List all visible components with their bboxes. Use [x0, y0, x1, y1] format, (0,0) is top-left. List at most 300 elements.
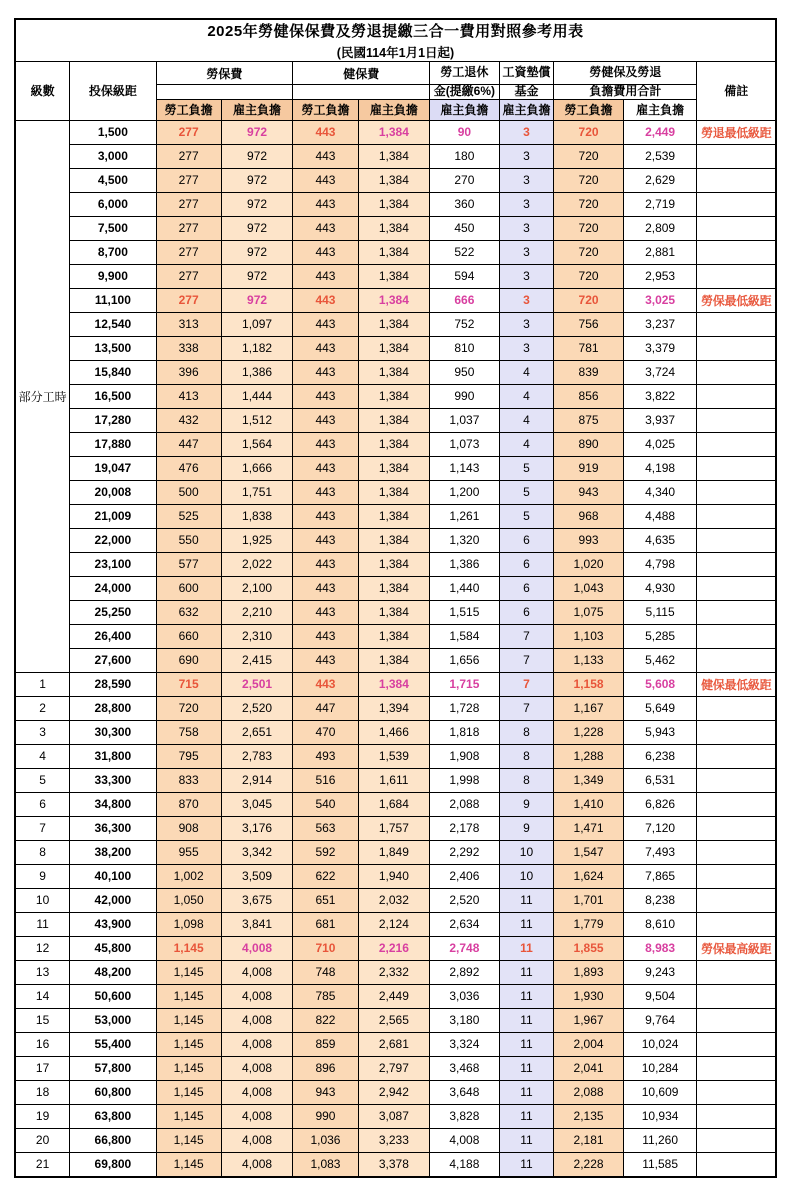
cell-level: 1 [15, 672, 70, 696]
cell-wage-employer: 5 [499, 480, 554, 504]
cell-salary-range: 9,900 [70, 264, 156, 288]
table-row [15, 552, 776, 576]
cell-hi-employee: 447 [293, 696, 358, 720]
cell-hi-employee: 651 [293, 888, 358, 912]
cell-level: 6 [15, 792, 70, 816]
cell-remark [697, 216, 776, 240]
table-row [15, 1128, 776, 1152]
cell-li-employer: 4,008 [221, 1080, 293, 1104]
cell-total-employer: 2,719 [623, 192, 697, 216]
cell-pension-employer: 1,998 [430, 768, 499, 792]
cell-total-employer: 11,585 [623, 1152, 697, 1177]
cell-wage-employer: 3 [499, 312, 554, 336]
cell-salary-range: 63,800 [70, 1104, 156, 1128]
cell-hi-employer: 1,384 [358, 120, 430, 144]
cell-total-employer: 4,798 [623, 552, 697, 576]
cell-wage-employer: 3 [499, 264, 554, 288]
cell-hi-employer: 2,032 [358, 888, 430, 912]
cell-hi-employer: 1,384 [358, 168, 430, 192]
table-row [15, 936, 776, 960]
cell-total-employer: 5,649 [623, 696, 697, 720]
cell-salary-range: 36,300 [70, 816, 156, 840]
cell-li-employee: 1,145 [156, 936, 221, 960]
cell-li-employee: 277 [156, 120, 221, 144]
cell-hi-employee: 443 [293, 552, 358, 576]
cell-remark [697, 456, 776, 480]
cell-level: 8 [15, 840, 70, 864]
cell-wage-employer: 11 [499, 1152, 554, 1177]
cell-li-employer: 4,008 [221, 1056, 293, 1080]
cell-hi-employee: 443 [293, 504, 358, 528]
cell-hi-employee: 822 [293, 1008, 358, 1032]
side-label-partial-time: 部分工時 [15, 120, 70, 672]
cell-pension-employer: 270 [430, 168, 499, 192]
cell-salary-range: 15,840 [70, 360, 156, 384]
cell-salary-range: 40,100 [70, 864, 156, 888]
cell-wage-employer: 5 [499, 456, 554, 480]
cell-total-employer: 5,285 [623, 624, 697, 648]
cell-remark [697, 768, 776, 792]
cell-hi-employee: 443 [293, 600, 358, 624]
cell-pension-employer: 4,188 [430, 1152, 499, 1177]
cell-salary-range: 7,500 [70, 216, 156, 240]
cell-wage-employer: 6 [499, 552, 554, 576]
cell-salary-range: 53,000 [70, 1008, 156, 1032]
cell-salary-range: 19,047 [70, 456, 156, 480]
cell-hi-employer: 2,449 [358, 984, 430, 1008]
cell-hi-employer: 1,684 [358, 792, 430, 816]
cell-wage-employer: 4 [499, 384, 554, 408]
cell-pension-employer: 1,908 [430, 744, 499, 768]
cell-total-employee: 720 [554, 168, 623, 192]
cell-remark [697, 960, 776, 984]
cell-hi-employee: 859 [293, 1032, 358, 1056]
cell-li-employer: 1,512 [221, 408, 293, 432]
cell-hi-employee: 592 [293, 840, 358, 864]
cell-li-employee: 277 [156, 144, 221, 168]
cell-salary-range: 27,600 [70, 648, 156, 672]
cell-pension-employer: 2,406 [430, 864, 499, 888]
cell-total-employee: 919 [554, 456, 623, 480]
cell-total-employee: 1,701 [554, 888, 623, 912]
cell-wage-employer: 11 [499, 960, 554, 984]
cell-li-employee: 908 [156, 816, 221, 840]
cell-remark: 勞保最低級距 [697, 288, 776, 312]
cell-wage-employer: 3 [499, 144, 554, 168]
cell-salary-range: 48,200 [70, 960, 156, 984]
subheader-total-employer: 雇主負擔 [623, 99, 697, 120]
cell-hi-employee: 443 [293, 624, 358, 648]
cell-salary-range: 24,000 [70, 576, 156, 600]
cell-total-employer: 4,930 [623, 576, 697, 600]
cell-hi-employer: 2,942 [358, 1080, 430, 1104]
cell-remark [697, 576, 776, 600]
cell-wage-employer: 11 [499, 984, 554, 1008]
title-line-2: (民國114年1月1日起) [336, 46, 455, 60]
cell-pension-employer: 3,324 [430, 1032, 499, 1056]
cell-total-employer: 7,493 [623, 840, 697, 864]
cell-total-employer: 3,822 [623, 384, 697, 408]
cell-salary-range: 38,200 [70, 840, 156, 864]
cell-wage-employer: 10 [499, 840, 554, 864]
cell-wage-employer: 11 [499, 1008, 554, 1032]
cell-total-employer: 4,340 [623, 480, 697, 504]
cell-hi-employee: 443 [293, 528, 358, 552]
cell-hi-employee: 443 [293, 456, 358, 480]
cell-hi-employer: 2,124 [358, 912, 430, 936]
cell-remark [697, 552, 776, 576]
cell-salary-range: 11,100 [70, 288, 156, 312]
table-row [15, 504, 776, 528]
cell-hi-employee: 443 [293, 672, 358, 696]
cell-li-employer: 1,666 [221, 456, 293, 480]
cell-hi-employer: 1,384 [358, 552, 430, 576]
cell-hi-employer: 1,384 [358, 336, 430, 360]
cell-li-employer: 4,008 [221, 936, 293, 960]
subheader-wage-employer: 雇主負擔 [499, 99, 554, 120]
cell-li-employee: 1,145 [156, 1032, 221, 1056]
cell-total-employee: 781 [554, 336, 623, 360]
cell-salary-range: 34,800 [70, 792, 156, 816]
cell-li-employee: 447 [156, 432, 221, 456]
subheader-pension-employer: 雇主負擔 [430, 99, 499, 120]
cell-wage-employer: 11 [499, 1128, 554, 1152]
subheader-li-employer: 雇主負擔 [221, 99, 293, 120]
cell-li-employee: 715 [156, 672, 221, 696]
cell-wage-employer: 6 [499, 576, 554, 600]
cell-li-employee: 476 [156, 456, 221, 480]
cell-li-employer: 4,008 [221, 960, 293, 984]
cell-wage-employer: 9 [499, 816, 554, 840]
cell-li-employer: 972 [221, 288, 293, 312]
cell-total-employer: 6,238 [623, 744, 697, 768]
cell-li-employee: 1,145 [156, 984, 221, 1008]
cell-salary-range: 28,800 [70, 696, 156, 720]
cell-hi-employer: 1,384 [358, 384, 430, 408]
cell-li-employee: 550 [156, 528, 221, 552]
cell-li-employee: 277 [156, 288, 221, 312]
table-row [15, 120, 776, 144]
cell-wage-employer: 11 [499, 1056, 554, 1080]
table-row [15, 1152, 776, 1177]
cell-salary-range: 12,540 [70, 312, 156, 336]
cell-pension-employer: 1,143 [430, 456, 499, 480]
title-line-1: 2025年勞健保保費及勞退提繳三合一費用對照參考用表 [207, 23, 584, 40]
cell-li-employer: 972 [221, 216, 293, 240]
cell-total-employee: 943 [554, 480, 623, 504]
cell-wage-employer: 11 [499, 936, 554, 960]
cell-pension-employer: 1,261 [430, 504, 499, 528]
cell-remark [697, 336, 776, 360]
cell-total-employer: 8,610 [623, 912, 697, 936]
table-row [15, 144, 776, 168]
subheader-hi-employer: 雇主負擔 [358, 99, 430, 120]
cell-li-employer: 3,509 [221, 864, 293, 888]
cell-remark [697, 240, 776, 264]
cell-remark [697, 600, 776, 624]
cell-pension-employer: 810 [430, 336, 499, 360]
cell-pension-employer: 3,828 [430, 1104, 499, 1128]
cell-remark [697, 744, 776, 768]
cell-li-employee: 1,145 [156, 1152, 221, 1177]
cell-total-employer: 7,120 [623, 816, 697, 840]
cell-total-employer: 4,635 [623, 528, 697, 552]
cell-remark [697, 984, 776, 1008]
cell-total-employer: 10,609 [623, 1080, 697, 1104]
cell-wage-employer: 8 [499, 720, 554, 744]
cell-total-employer: 3,025 [623, 288, 697, 312]
cell-remark [697, 480, 776, 504]
cell-li-employer: 2,520 [221, 696, 293, 720]
cell-level: 7 [15, 816, 70, 840]
cell-hi-employer: 1,940 [358, 864, 430, 888]
cell-pension-employer: 522 [430, 240, 499, 264]
cell-wage-employer: 7 [499, 648, 554, 672]
cell-level: 15 [15, 1008, 70, 1032]
cell-total-employer: 9,764 [623, 1008, 697, 1032]
cell-pension-employer: 2,088 [430, 792, 499, 816]
cell-total-employer: 9,504 [623, 984, 697, 1008]
table-row [15, 192, 776, 216]
cell-li-employer: 972 [221, 264, 293, 288]
cell-total-employee: 839 [554, 360, 623, 384]
cell-total-employer: 2,539 [623, 144, 697, 168]
cell-hi-employee: 990 [293, 1104, 358, 1128]
cell-total-employee: 1,228 [554, 720, 623, 744]
cell-wage-employer: 8 [499, 768, 554, 792]
cell-hi-employer: 1,384 [358, 504, 430, 528]
cell-total-employee: 1,103 [554, 624, 623, 648]
cell-total-employee: 1,158 [554, 672, 623, 696]
cell-li-employee: 758 [156, 720, 221, 744]
table-row [15, 1008, 776, 1032]
cell-li-employer: 4,008 [221, 1152, 293, 1177]
cell-level: 14 [15, 984, 70, 1008]
cell-total-employer: 4,488 [623, 504, 697, 528]
cell-li-employer: 2,914 [221, 768, 293, 792]
cell-remark [697, 1104, 776, 1128]
cell-li-employee: 1,145 [156, 1008, 221, 1032]
cell-hi-employer: 1,384 [358, 240, 430, 264]
header-wage-arrears: 工資墊償 [499, 62, 554, 85]
cell-remark [697, 840, 776, 864]
cell-hi-employer: 2,797 [358, 1056, 430, 1080]
cell-pension-employer: 1,320 [430, 528, 499, 552]
table-row [15, 576, 776, 600]
table-row [15, 696, 776, 720]
cell-total-employer: 7,865 [623, 864, 697, 888]
cell-remark [697, 624, 776, 648]
cell-remark [697, 504, 776, 528]
cell-hi-employee: 443 [293, 408, 358, 432]
cell-pension-employer: 180 [430, 144, 499, 168]
cell-hi-employee: 443 [293, 360, 358, 384]
cell-salary-range: 66,800 [70, 1128, 156, 1152]
cell-remark [697, 432, 776, 456]
cell-salary-range: 23,100 [70, 552, 156, 576]
cell-remark: 健保最低級距 [697, 672, 776, 696]
cell-total-employer: 2,881 [623, 240, 697, 264]
table-row [15, 792, 776, 816]
cell-pension-employer: 450 [430, 216, 499, 240]
cell-wage-employer: 11 [499, 1104, 554, 1128]
cell-salary-range: 57,800 [70, 1056, 156, 1080]
cell-pension-employer: 1,515 [430, 600, 499, 624]
cell-wage-employer: 3 [499, 336, 554, 360]
header-level: 級數 [15, 62, 70, 121]
cell-level: 2 [15, 696, 70, 720]
cell-li-employee: 1,145 [156, 960, 221, 984]
cell-pension-employer: 594 [430, 264, 499, 288]
table-row [15, 168, 776, 192]
cell-wage-employer: 11 [499, 1032, 554, 1056]
table-row [15, 480, 776, 504]
cell-level: 4 [15, 744, 70, 768]
cell-wage-employer: 3 [499, 120, 554, 144]
cell-total-employee: 1,133 [554, 648, 623, 672]
cell-hi-employer: 1,384 [358, 216, 430, 240]
cell-total-employee: 993 [554, 528, 623, 552]
cell-salary-range: 55,400 [70, 1032, 156, 1056]
table-row [15, 384, 776, 408]
cell-li-employer: 2,501 [221, 672, 293, 696]
cell-hi-employee: 443 [293, 288, 358, 312]
cell-total-employee: 1,075 [554, 600, 623, 624]
cell-total-employee: 1,893 [554, 960, 623, 984]
cell-total-employee: 1,967 [554, 1008, 623, 1032]
cell-wage-employer: 7 [499, 672, 554, 696]
cell-remark [697, 168, 776, 192]
cell-pension-employer: 2,892 [430, 960, 499, 984]
cell-hi-employee: 540 [293, 792, 358, 816]
cell-hi-employee: 443 [293, 576, 358, 600]
cell-pension-employer: 2,178 [430, 816, 499, 840]
cell-pension-employer: 2,292 [430, 840, 499, 864]
cell-level: 20 [15, 1128, 70, 1152]
cell-li-employer: 2,651 [221, 720, 293, 744]
cell-total-employee: 2,088 [554, 1080, 623, 1104]
cell-salary-range: 21,009 [70, 504, 156, 528]
cell-total-employee: 1,043 [554, 576, 623, 600]
cell-remark [697, 360, 776, 384]
cell-pension-employer: 3,648 [430, 1080, 499, 1104]
cell-salary-range: 3,000 [70, 144, 156, 168]
cell-total-employee: 2,181 [554, 1128, 623, 1152]
cell-total-employee: 1,547 [554, 840, 623, 864]
cell-total-employer: 8,238 [623, 888, 697, 912]
cell-total-employee: 1,410 [554, 792, 623, 816]
cell-remark [697, 528, 776, 552]
table-row [15, 720, 776, 744]
cell-li-employee: 1,145 [156, 1104, 221, 1128]
cell-pension-employer: 1,728 [430, 696, 499, 720]
cell-hi-employer: 2,681 [358, 1032, 430, 1056]
cell-total-employee: 968 [554, 504, 623, 528]
cell-total-employer: 8,983 [623, 936, 697, 960]
cell-hi-employee: 1,083 [293, 1152, 358, 1177]
cell-wage-employer: 7 [499, 624, 554, 648]
cell-li-employer: 972 [221, 168, 293, 192]
cell-total-employee: 720 [554, 192, 623, 216]
cell-total-employee: 1,288 [554, 744, 623, 768]
cell-pension-employer: 2,634 [430, 912, 499, 936]
cell-total-employer: 2,449 [623, 120, 697, 144]
cell-li-employee: 313 [156, 312, 221, 336]
table-row [15, 216, 776, 240]
cell-total-employee: 720 [554, 288, 623, 312]
cell-pension-employer: 950 [430, 360, 499, 384]
cell-li-employer: 4,008 [221, 1104, 293, 1128]
cell-total-employer: 4,198 [623, 456, 697, 480]
cell-hi-employer: 1,384 [358, 456, 430, 480]
cell-total-employer: 3,379 [623, 336, 697, 360]
cell-total-employer: 5,608 [623, 672, 697, 696]
cell-salary-range: 28,590 [70, 672, 156, 696]
cell-pension-employer: 1,037 [430, 408, 499, 432]
cell-salary-range: 6,000 [70, 192, 156, 216]
cell-li-employee: 690 [156, 648, 221, 672]
cell-salary-range: 31,800 [70, 744, 156, 768]
cell-hi-employee: 563 [293, 816, 358, 840]
cell-total-employer: 5,462 [623, 648, 697, 672]
cell-total-employee: 1,779 [554, 912, 623, 936]
table-row [15, 960, 776, 984]
cell-li-employee: 1,098 [156, 912, 221, 936]
cell-wage-employer: 6 [499, 528, 554, 552]
cell-hi-employer: 1,849 [358, 840, 430, 864]
table-row [15, 312, 776, 336]
cell-hi-employee: 896 [293, 1056, 358, 1080]
cell-hi-employee: 443 [293, 312, 358, 336]
cell-li-employer: 1,838 [221, 504, 293, 528]
subheader-total-employee: 勞工負擔 [554, 99, 623, 120]
cell-li-employer: 1,182 [221, 336, 293, 360]
cell-total-employer: 11,260 [623, 1128, 697, 1152]
cell-level: 19 [15, 1104, 70, 1128]
cell-wage-employer: 8 [499, 744, 554, 768]
cell-hi-employer: 2,565 [358, 1008, 430, 1032]
cell-remark [697, 792, 776, 816]
cell-salary-range: 25,250 [70, 600, 156, 624]
cell-li-employer: 2,022 [221, 552, 293, 576]
cell-pension-employer: 3,036 [430, 984, 499, 1008]
cell-li-employer: 1,386 [221, 360, 293, 384]
cell-remark [697, 312, 776, 336]
table-row [15, 984, 776, 1008]
cell-pension-employer: 4,008 [430, 1128, 499, 1152]
cell-salary-range: 42,000 [70, 888, 156, 912]
cell-li-employee: 600 [156, 576, 221, 600]
table-row [15, 1032, 776, 1056]
cell-wage-employer: 9 [499, 792, 554, 816]
cell-pension-employer: 990 [430, 384, 499, 408]
cell-li-employee: 632 [156, 600, 221, 624]
cell-remark: 勞保最高級距 [697, 936, 776, 960]
cell-level: 11 [15, 912, 70, 936]
cell-hi-employer: 1,384 [358, 528, 430, 552]
cell-hi-employer: 1,384 [358, 432, 430, 456]
cell-pension-employer: 1,656 [430, 648, 499, 672]
cell-hi-employer: 2,216 [358, 936, 430, 960]
cell-pension-employer: 3,180 [430, 1008, 499, 1032]
header-salary-range: 投保級距 [70, 62, 156, 121]
cell-li-employee: 1,145 [156, 1080, 221, 1104]
cell-li-employer: 3,841 [221, 912, 293, 936]
cell-level: 21 [15, 1152, 70, 1177]
cell-pension-employer: 90 [430, 120, 499, 144]
cell-li-employer: 3,045 [221, 792, 293, 816]
cell-hi-employer: 1,384 [358, 624, 430, 648]
